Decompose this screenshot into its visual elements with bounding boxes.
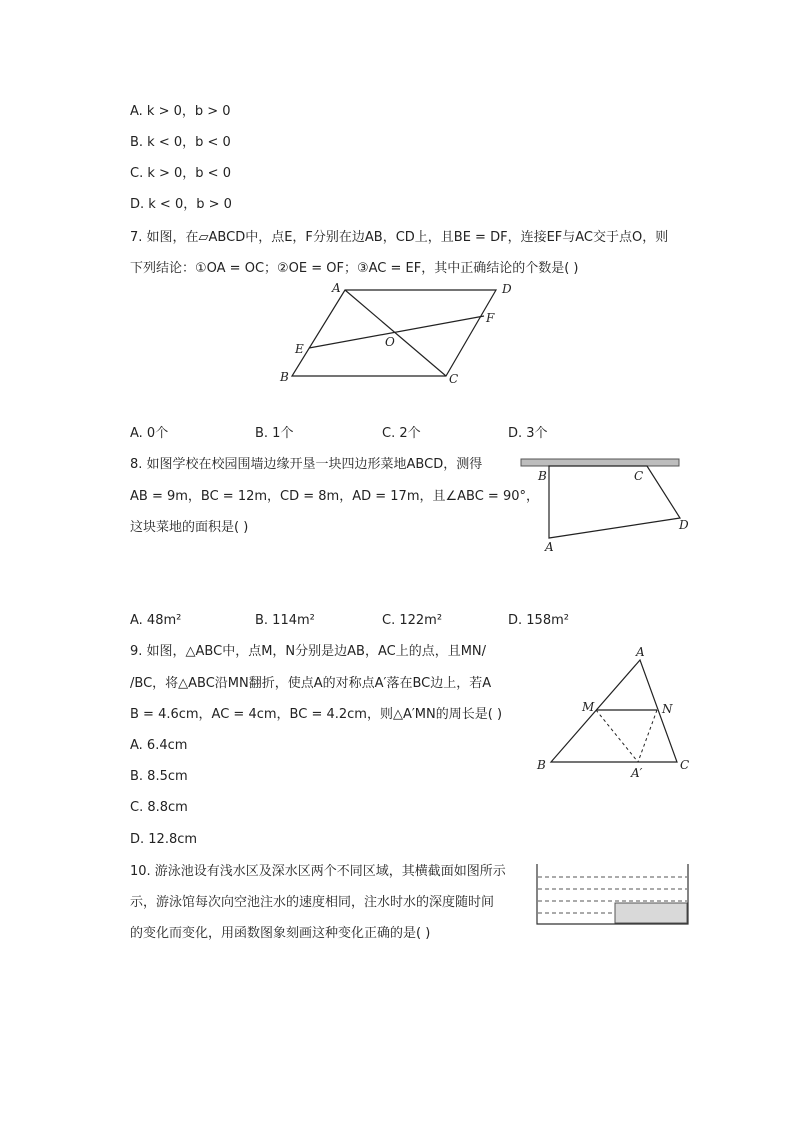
q9-label-a: A [636,645,645,659]
q9-stem-line1: 9. 如图，△ABC中，点M，N分别是边AB，AC上的点，且MN/ [130,644,487,659]
q9-option-c: C. 8.8cm [130,800,188,815]
q7-option-c: C. 2个 [382,426,421,441]
q9-option-a: A. 6.4cm [130,738,188,753]
q9-stem-line3: B = 4.6cm，AC = 4cm，BC = 4.2cm，则△A′MN的周长是( ) [130,707,503,722]
q10-stem-line2: 示，游泳馆每次向空池注水的速度相同，注水时水的深度随时间 [130,895,495,910]
q9-label-c: C [680,758,690,772]
q9-option-b: B. 8.5cm [130,769,188,784]
q6-option-a: A. k > 0，b > 0 [130,104,231,119]
q8-label-a: A [545,540,554,554]
q10-shallow-block [615,903,687,923]
q7-label-d: D [502,282,512,296]
q10-stem-line3: 的变化而变化，用函数图象刻画这种变化正确的是( ) [130,926,431,941]
q8-label-c: C [634,469,644,483]
q7-label-e: E [295,342,304,356]
q7-label-o: O [385,335,395,349]
q10-stem-line1: 10. 游泳池设有浅水区及深水区两个不同区域，其横截面如图所示 [130,864,506,879]
q7-label-f: F [486,311,495,325]
q7-label-a: A [332,281,341,295]
q6-option-c: C. k > 0，b < 0 [130,166,231,181]
q9-option-d: D. 12.8cm [130,832,198,847]
q7-option-b: B. 1个 [255,426,294,441]
q9-label-n: N [662,702,673,716]
q9-label-b: B [537,758,546,772]
q8-option-a: A. 48m² [130,613,182,628]
q7-stem-line2: 下列结论：①OA = OC；②OE = OF；③AC = EF，其中正确结论的个数是( ) [130,261,579,276]
q9-label-a-prime: A′ [631,766,643,780]
q8-option-c: C. 122m² [382,613,443,628]
q8-label-b: B [538,469,547,483]
q7-label-b: B [280,370,289,384]
q7-label-c: C [449,372,459,386]
q8-stem-line2: AB = 9m，BC = 12m，CD = 8m，AD = 17m，且∠ABC = 90°， [130,489,539,504]
q6-option-d: D. k < 0，b > 0 [130,197,232,212]
q8-option-b: B. 114m² [255,613,315,628]
q8-stem-line3: 这块菜地的面积是( ) [130,520,249,535]
q9-label-m: M [582,700,595,714]
q6-option-b: B. k < 0，b < 0 [130,135,231,150]
q7-stem-line1: 7. 如图，在▱ABCD中，点E，F分别在边AB，CD上，且BE = DF，连接EF与AC交于点O，则 [130,230,669,245]
q8-label-d: D [679,518,689,532]
q8-stem-line1: 8. 如图学校在校园围墙边缘开垦一块四边形菜地ABCD，测得 [130,457,483,472]
q7-option-d: D. 3个 [508,426,548,441]
q9-stem-line2: /BC，将△ABC沿MN翻折，使点A的对称点A′落在BC边上，若A [130,676,492,691]
q7-option-a: A. 0个 [130,426,169,441]
q8-option-d: D. 158m² [508,613,569,628]
